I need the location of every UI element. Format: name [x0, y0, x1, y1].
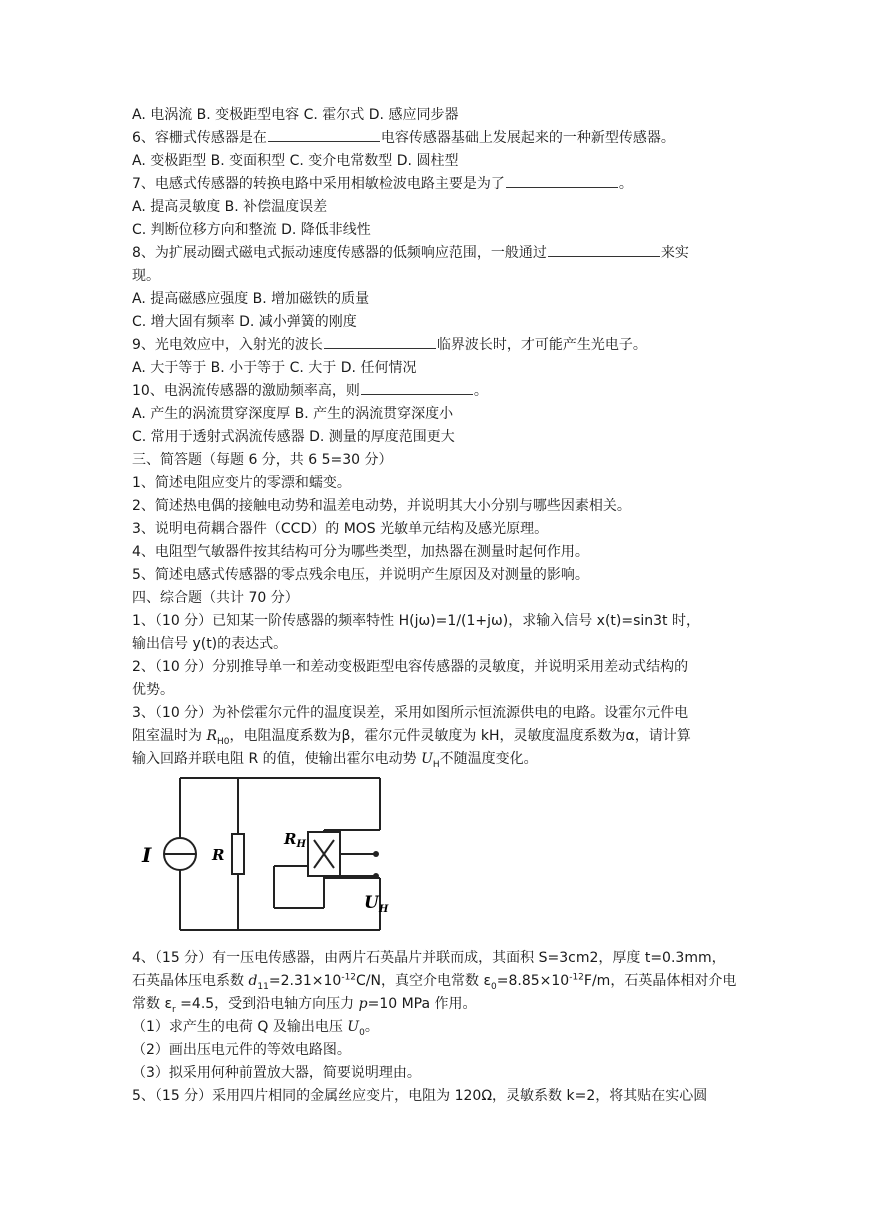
text-line: 4、电阻型气敏器件按其结构可分为哪些类型，加热器在测量时起何作用。 — [132, 544, 589, 560]
output-terminal-icon — [373, 873, 379, 879]
text-line: 5、（15 分）采用四片相同的金属丝应变片，电阻为 120Ω，灵敏系数 k=2，将其贴在实心圆 — [132, 1088, 708, 1104]
question-line: 10、电涡流传感器的激励频率高，则 。 — [132, 380, 740, 402]
blank-underline — [548, 242, 660, 257]
text-line: A. 提高磁感应强度 B. 增加磁铁的质量 — [132, 291, 370, 307]
text-line: 3、（10 分）为补偿霍尔元件的温度误差，采用如图所示恒流源供电的电路。设霍尔元件电 — [132, 705, 689, 721]
text-line: C. 增大固有频率 D. 减小弹簧的刚度 — [132, 314, 357, 330]
section-heading: 三、简答题（每题 6 分，共 6 5=30 分） — [132, 452, 393, 468]
label-hall-voltage: $U_H$ — [364, 893, 389, 915]
blank-underline — [506, 173, 618, 188]
text-line: 3、说明电荷耦合器件（CCD）的 MOS 光敏单元结构及感光原理。 — [132, 521, 549, 537]
blank-underline — [324, 334, 436, 349]
label-resistor: R — [212, 846, 225, 864]
text-line: A. 电涡流 B. 变极距型电容 C. 霍尔式 D. 感应同步器 — [132, 107, 459, 123]
label-current: I — [142, 843, 152, 867]
text-line: 现。 — [132, 268, 160, 284]
label-hall-resistance: $R_H$ — [284, 830, 306, 850]
text-line: 2、（10 分）分别推导单一和差动变极距型电容传感器的灵敏度，并说明采用差动式结构的 — [132, 659, 689, 675]
text-line: 输出信号 y(t)的表达式。 — [132, 636, 288, 652]
text-line: （2）画出压电元件的等效电路图。 — [132, 1042, 351, 1058]
blank-underline — [361, 380, 473, 395]
text-line: C. 判断位移方向和整流 D. 降低非线性 — [132, 222, 371, 238]
question-line: 9、光电效应中，入射光的波长 临界波长时，才可能产生光电子。 — [132, 334, 740, 356]
text-line: 5、简述电感式传感器的零点残余电压，并说明产生原因及对测量的影响。 — [132, 567, 589, 583]
text-line: （1）求产生的电荷 Q 及输出电压 $U_0$。 — [132, 1019, 379, 1038]
text-line: A. 提高灵敏度 B. 补偿温度误差 — [132, 199, 328, 215]
text-line: 阻室温时为 $R_{H0}$，电阻温度系数为β，霍尔元件灵敏度为 kH，灵敏度温度系数为α，请计算 — [132, 728, 691, 747]
section-heading: 四、综合题（共计 70 分） — [132, 590, 299, 606]
blank-underline — [268, 127, 380, 142]
text-line: 1、（10 分）已知某一阶传感器的频率特性 H(jω)=1/(1+jω)，求输入信号 x(t)=sin3t 时， — [132, 613, 700, 629]
question-line: 6、容栅式传感器是在 电容传感器基础上发展起来的一种新型传感器。 — [132, 127, 740, 149]
text-line: 优势。 — [132, 682, 174, 698]
question-line: 7、电感式传感器的转换电路中采用相敏检波电路主要是为了 。 — [132, 173, 740, 195]
text-line: 常数 $\varepsilon_r =4.5$，受到沿电轴方向压力 p=10 MPa 作用。 — [132, 996, 477, 1015]
text-line: A. 变极距型 B. 变面积型 C. 变介电常数型 D. 圆柱型 — [132, 153, 459, 169]
circuit-svg — [138, 770, 400, 938]
text-line: 1、简述电阻应变片的零漂和蠕变。 — [132, 475, 351, 491]
text-line: （3）拟采用何种前置放大器，简要说明理由。 — [132, 1065, 421, 1081]
text-line: 石英晶体压电系数 $d_{11}=2.31\times 10^{-12}C/N$，真空介电常数 $\varepsilon_0=8.85\times 10^{-12}F/m$，石英晶体相对介电 — [132, 972, 737, 992]
text-line: A. 产生的涡流贯穿深度厚 B. 产生的涡流贯穿深度小 — [132, 406, 454, 422]
question-line: 8、为扩展动圈式磁电式振动速度传感器的低频响应范围，一般通过 来实 — [132, 242, 740, 264]
resistor-icon — [232, 834, 244, 874]
text-line: 输入回路并联电阻 R 的值，使输出霍尔电动势 $U_H$不随温度变化。 — [132, 751, 538, 770]
text-line: 4、（15 分）有一压电传感器，由两片石英晶片并联而成，其面积 S=3cm2，厚度 t=0.3mm， — [132, 950, 726, 966]
text-line: C. 常用于透射式涡流传感器 D. 测量的厚度范围更大 — [132, 429, 455, 445]
text-line: A. 大于等于 B. 小于等于 C. 大于 D. 任何情况 — [132, 360, 417, 376]
output-terminal-icon — [373, 851, 379, 857]
text-line: 2、简述热电偶的接触电动势和温差电动势，并说明其大小分别与哪些因素相关。 — [132, 498, 631, 514]
hall-circuit-diagram — [138, 770, 400, 938]
